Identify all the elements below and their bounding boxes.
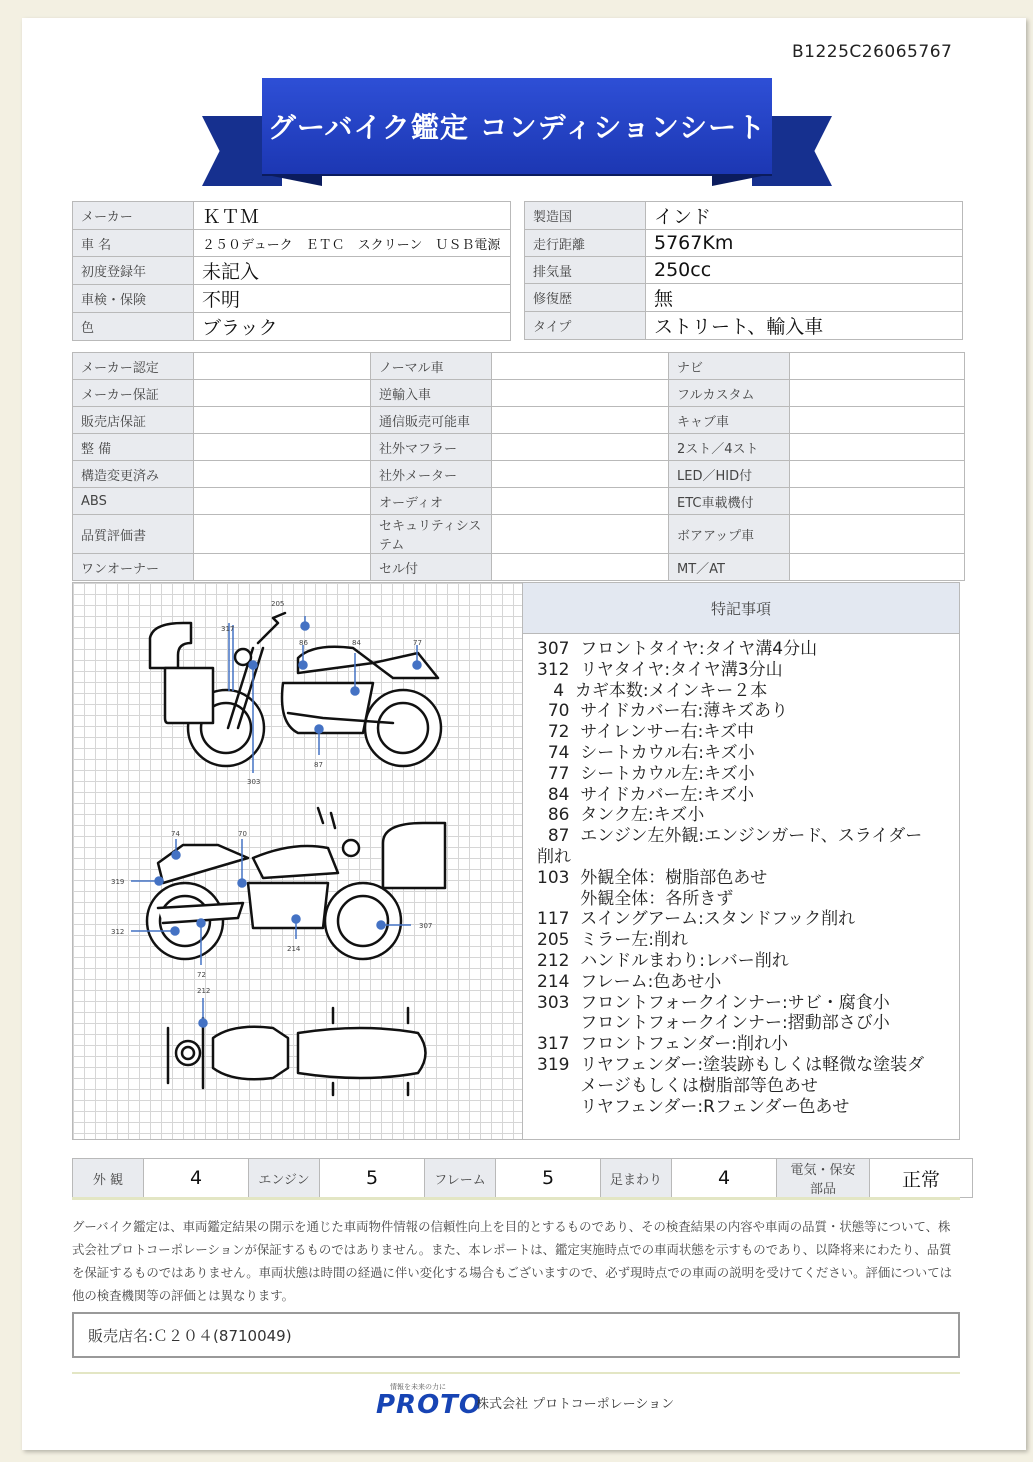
note-line: 74 シートカウル右:キズ小 xyxy=(537,742,755,763)
logo-text: PROTO xyxy=(376,1390,483,1420)
feature-label: MT／AT xyxy=(669,554,790,581)
note-line: 86 タンク左:キズ小 xyxy=(537,805,705,826)
marker-74: 74 xyxy=(171,830,180,838)
feature-value xyxy=(492,380,669,407)
bike-left-side xyxy=(150,613,441,766)
info-value: 未記入 xyxy=(194,257,511,285)
info-label: 車 名 xyxy=(73,230,194,257)
info-value: ブラック xyxy=(194,313,511,341)
feature-label: セル付 xyxy=(371,554,492,581)
disclaimer-text: グーバイク鑑定は、車両鑑定結果の開示を通じた車両物件情報の信頼性向上を目的とするものであり、その検査結果の内容や車両の品質・状態等について、株式会社プロトコーポレーションが保証するものではありません。また、本レポートは、鑑定実施時点での車両状態を示すものであり、以降将来にわたり、品質を保証するものではありません。車両状態は時間の経過に伴い変化する場合もございますので、必ず現時点での車両の説明を受けてください。評価については他の検査機関等の評価とは異なります。 xyxy=(72,1219,952,1303)
feature-value xyxy=(194,515,371,554)
note-line: 77 シートカウル左:キズ小 xyxy=(537,763,755,784)
marker-84: 84 xyxy=(352,639,361,647)
feature-value xyxy=(492,554,669,581)
divider xyxy=(72,1197,960,1200)
feature-value xyxy=(194,380,371,407)
info-label: 色 xyxy=(73,313,194,341)
rating-label: 電気・保安部品 xyxy=(777,1159,870,1198)
note-line: 303 フロントフォークインナー:サビ・腐食小 xyxy=(537,992,890,1013)
motorcycle-diagram-svg xyxy=(73,583,523,1141)
note-line: 70 サイドカバー右:薄キズあり xyxy=(537,701,788,722)
info-row xyxy=(525,312,963,340)
marker-303: 303 xyxy=(247,778,261,786)
note-line: 外観全体：各所きず xyxy=(537,888,734,909)
note-line: 4 カギ本数:メインキー２本 xyxy=(537,680,768,701)
info-label: 製造国 xyxy=(525,202,646,230)
info-value: 5767Km xyxy=(646,230,963,257)
feature-row xyxy=(73,380,965,407)
feature-value xyxy=(790,488,965,515)
feature-value xyxy=(194,407,371,434)
feature-label: メーカー認定 xyxy=(73,353,194,380)
marker-212: 212 xyxy=(197,987,211,995)
feature-value xyxy=(492,488,669,515)
feature-label: 品質評価書 xyxy=(73,515,194,554)
rating-value: 4 xyxy=(672,1159,777,1198)
rating-label: 足まわり xyxy=(601,1159,672,1198)
rating-label: フレーム xyxy=(425,1159,496,1198)
banner-title: グーバイク鑑定 コンディションシート xyxy=(262,78,772,174)
note-line: 214 フレーム:色あせ小 xyxy=(537,971,722,992)
feature-value xyxy=(492,461,669,488)
feature-label: メーカー保証 xyxy=(73,380,194,407)
feature-label: オーディオ xyxy=(371,488,492,515)
feature-row xyxy=(73,434,965,461)
feature-label: ノーマル車 xyxy=(371,353,492,380)
feature-label: 社外メーター xyxy=(371,461,492,488)
feature-value xyxy=(194,488,371,515)
feature-value xyxy=(790,380,965,407)
info-row xyxy=(525,230,963,257)
info-value: ２５０デューク ＥＴＣ スクリーン ＵＳＢ電源 xyxy=(194,230,511,257)
feature-label: ETC車載機付 xyxy=(669,488,790,515)
marker-319: 319 xyxy=(111,878,125,886)
info-label: 車検・保険 xyxy=(73,285,194,313)
marker-205: 205 xyxy=(271,600,285,608)
marker-214: 214 xyxy=(287,945,301,953)
feature-label: 通信販売可能車 xyxy=(371,407,492,434)
info-label: タイプ xyxy=(525,312,646,340)
ratings-table xyxy=(72,1158,973,1198)
marker-87: 87 xyxy=(314,761,323,769)
feature-row xyxy=(73,353,965,380)
info-value: インド xyxy=(646,202,963,230)
marker-317: 317 xyxy=(221,625,235,633)
rating-label: 外 観 xyxy=(73,1159,144,1198)
feature-row xyxy=(73,488,965,515)
company-name: 株式会社 プロトコーポレーション xyxy=(476,1397,675,1412)
note-line: 103 外観全体：樹脂部色あせ xyxy=(537,867,768,888)
feature-label: ボアアップ車 xyxy=(669,515,790,554)
marker-70: 70 xyxy=(238,830,247,838)
note-line: 84 サイドカバー左:キズ小 xyxy=(537,784,754,805)
info-row xyxy=(73,257,511,285)
rating-value: 5 xyxy=(320,1159,425,1198)
info-row xyxy=(73,313,511,341)
feature-label: 逆輸入車 xyxy=(371,380,492,407)
feature-label: LED／HID付 xyxy=(669,461,790,488)
divider-bottom xyxy=(72,1372,960,1374)
feature-value xyxy=(194,461,371,488)
marker-77: 77 xyxy=(413,639,422,647)
info-label: メーカー xyxy=(73,202,194,230)
feature-label: キャブ車 xyxy=(669,407,790,434)
logo-tagline: 情報を未来の力に xyxy=(390,1383,446,1391)
rating-value: 正常 xyxy=(870,1159,973,1198)
info-row xyxy=(73,202,511,230)
info-label: 走行距離 xyxy=(525,230,646,257)
feature-label: 販売店保証 xyxy=(73,407,194,434)
damage-diagram xyxy=(72,582,522,1140)
marker-72: 72 xyxy=(197,971,206,979)
feature-value xyxy=(492,515,669,554)
basic-info-left-table xyxy=(72,201,511,341)
feature-label: 構造変更済み xyxy=(73,461,194,488)
info-label: 初度登録年 xyxy=(73,257,194,285)
note-line: 117 スイングアーム:スタンドフック削れ xyxy=(537,909,856,930)
feature-row xyxy=(73,515,965,554)
shop-name-box xyxy=(72,1312,960,1358)
feature-label: ワンオーナー xyxy=(73,554,194,581)
feature-label: セキュリティシステム xyxy=(371,515,492,554)
info-row xyxy=(525,284,963,312)
note-line: 205 ミラー左:削れ xyxy=(537,930,688,951)
feature-value xyxy=(790,515,965,554)
info-value: 無 xyxy=(646,284,963,312)
feature-value xyxy=(790,461,965,488)
feature-value xyxy=(790,407,965,434)
rating-value: 4 xyxy=(144,1159,249,1198)
info-value: 250cc xyxy=(646,257,963,284)
features-table xyxy=(72,352,965,581)
feature-value xyxy=(790,353,965,380)
note-line: 87 エンジン左外観:エンジンガード、スライダー xyxy=(537,826,923,847)
note-line: 削れ xyxy=(537,846,571,867)
basic-info-right-table xyxy=(524,201,963,340)
info-value: 不明 xyxy=(194,285,511,313)
note-line: 317 フロントフェンダー:削れ小 xyxy=(537,1034,788,1055)
note-line: フロントフォークインナー:摺動部さび小 xyxy=(537,1013,890,1034)
marker-86: 86 xyxy=(299,639,308,647)
info-row xyxy=(525,257,963,284)
notes-title: 特記事項 xyxy=(523,583,959,634)
feature-label: フルカスタム xyxy=(669,380,790,407)
info-label: 排気量 xyxy=(525,257,646,284)
feature-value xyxy=(790,434,965,461)
info-row xyxy=(525,202,963,230)
rating-label: エンジン xyxy=(249,1159,320,1198)
feature-row xyxy=(73,554,965,581)
note-line: 212 ハンドルまわり:レバー削れ xyxy=(537,950,789,971)
feature-row xyxy=(73,407,965,434)
marker-307: 307 xyxy=(419,922,433,930)
feature-value xyxy=(492,407,669,434)
feature-value xyxy=(194,554,371,581)
info-value: ＫＴＭ xyxy=(194,202,511,230)
feature-value xyxy=(790,554,965,581)
note-line: 319 リヤフェンダー:塗装跡もしくは軽微な塗装ダ xyxy=(537,1054,925,1075)
special-notes-panel xyxy=(522,582,960,1140)
note-line: リヤフェンダー:Rフェンダー色あせ xyxy=(537,1096,850,1117)
feature-label: 整 備 xyxy=(73,434,194,461)
proto-logo xyxy=(376,1382,482,1418)
note-line: 312 リヤタイヤ:タイヤ溝3分山 xyxy=(537,659,783,680)
feature-label: 社外マフラー xyxy=(371,434,492,461)
feature-label: 2スト／4スト xyxy=(669,434,790,461)
note-line: メージもしくは樹脂部等色あせ xyxy=(537,1075,818,1096)
shop-name: 販売店名:Ｃ２０４(8710049) xyxy=(88,1326,292,1345)
document-id: B1225C26065767 xyxy=(792,42,953,62)
note-line: 72 サイレンサー右:キズ中 xyxy=(537,722,755,743)
marker-312: 312 xyxy=(111,928,125,936)
notes-list xyxy=(523,634,959,1117)
feature-label: ナビ xyxy=(669,353,790,380)
rating-value: 5 xyxy=(496,1159,601,1198)
feature-value xyxy=(194,434,371,461)
feature-value xyxy=(194,353,371,380)
feature-row xyxy=(73,461,965,488)
info-row xyxy=(73,285,511,313)
feature-label: ABS xyxy=(73,488,194,515)
feature-value xyxy=(492,353,669,380)
info-value: ストリート、輸入車 xyxy=(646,312,963,340)
feature-value xyxy=(492,434,669,461)
note-line: 307 フロントタイヤ:タイヤ溝4分山 xyxy=(537,639,818,659)
title-banner xyxy=(202,78,832,186)
info-label: 修復歴 xyxy=(525,284,646,312)
info-row xyxy=(73,230,511,257)
